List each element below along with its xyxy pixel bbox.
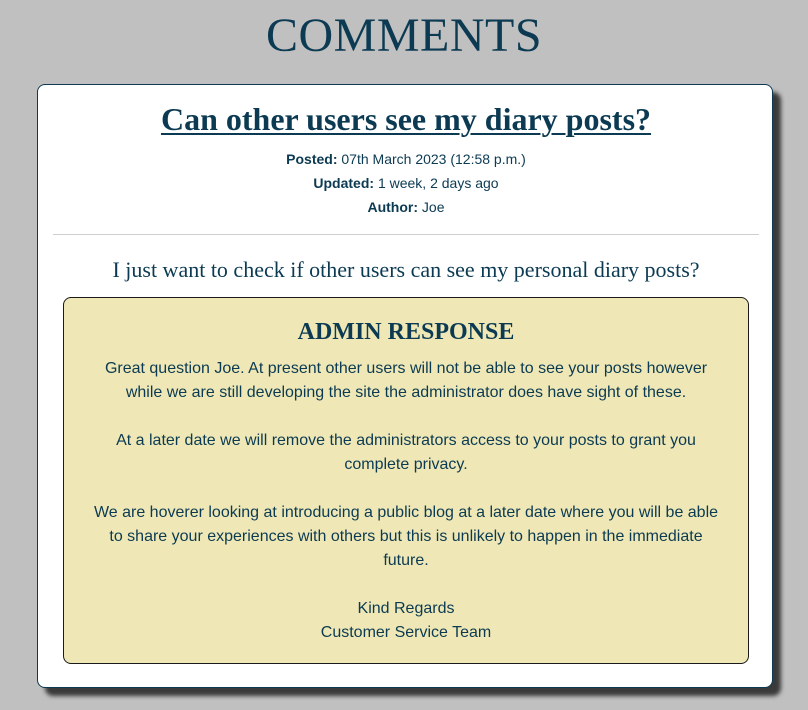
author-label: Author: bbox=[367, 199, 419, 215]
signoff-regards: Kind Regards bbox=[357, 600, 455, 617]
admin-response-text bbox=[86, 357, 726, 645]
signoff-team: Customer Service Team bbox=[320, 624, 492, 641]
response-paragraph: At a later date we will remove the administrators access to your posts to grant you complete privacy. bbox=[116, 432, 696, 473]
response-paragraph: We are hoverer looking at introducing a public blog at a later date where you will be able to share your experiences with others but this is unlikely to happen in the immediate future. bbox=[93, 504, 719, 569]
admin-response-title: ADMIN RESPONSE bbox=[297, 319, 515, 345]
posted-label: Posted: bbox=[286, 151, 338, 167]
response-paragraph: Great question Joe. At present other users will not be able to see your posts however while we are still developing the site the administrator does have sight of these. bbox=[104, 360, 708, 401]
comment-card bbox=[37, 84, 773, 688]
page-title: COMMENTS bbox=[265, 9, 543, 62]
posted-meta bbox=[38, 149, 774, 169]
post-body: I just want to check if other users can see my personal diary posts? bbox=[112, 257, 700, 282]
response-signoff bbox=[86, 597, 726, 645]
author-value: Joe bbox=[421, 199, 445, 215]
updated-value: 1 week, 2 days ago bbox=[377, 175, 499, 191]
updated-meta bbox=[38, 173, 774, 193]
admin-response-box bbox=[63, 297, 749, 664]
posted-value: 07th March 2023 (12:58 p.m.) bbox=[341, 151, 526, 167]
updated-label: Updated: bbox=[313, 175, 375, 191]
post-title-link[interactable]: Can other users see my diary posts? bbox=[160, 101, 652, 137]
divider bbox=[53, 234, 759, 235]
author-meta bbox=[38, 197, 774, 217]
